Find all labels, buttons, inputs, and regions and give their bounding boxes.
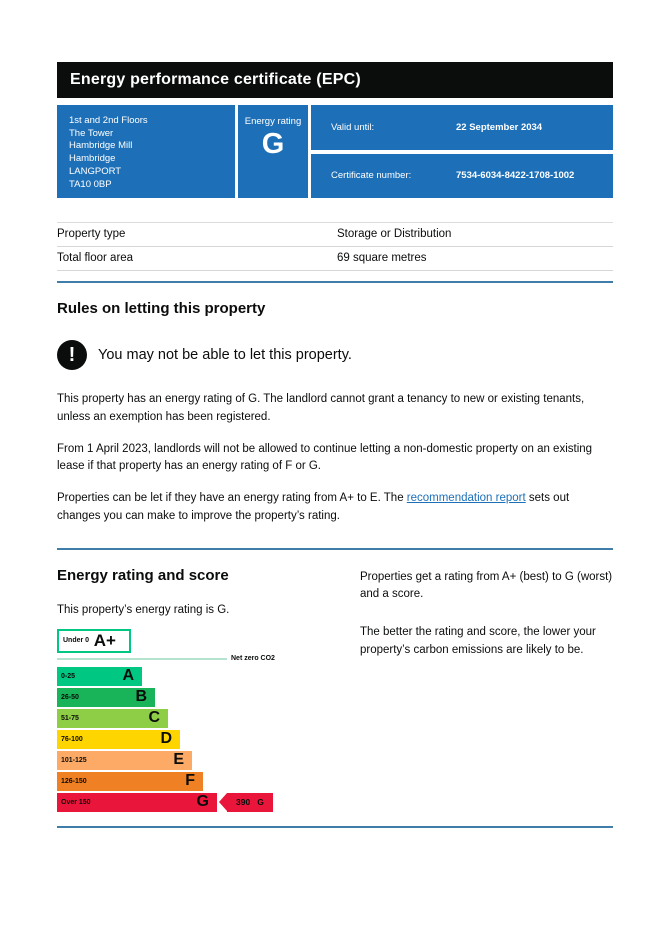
section-divider [57,826,613,828]
rules-paragraph-3 [57,490,613,526]
band-b [57,688,155,707]
rating-explainer-2: The better the rating and score, the lower your property’s carbon emissions are likely to be. [360,626,596,656]
section-divider [57,281,613,283]
rules-heading: Rules on letting this property [57,300,266,317]
current-score: 390 [236,797,251,808]
valid-until-value: 22 September 2034 [456,121,543,133]
current-rating-text: This property’s energy rating is G. [57,603,230,616]
certificate-number-label: Certificate number: [331,170,412,182]
band-letter: C [148,709,160,727]
title-banner [57,62,613,98]
row-label: Total floor area [57,252,134,264]
energy-rating-right-column [360,567,613,812]
certificate-header [57,105,613,198]
section-divider [57,548,613,550]
address-line: The Tower [69,127,114,139]
table-row [57,223,613,247]
paragraph-text: sets out changes you can make to improve the property’s rating. [57,492,570,523]
letting-warning [57,340,613,370]
band-range-label: Under 0 [63,637,90,645]
address-line: TA10 0BP [69,178,112,190]
band-range-label: 76-100 [61,735,83,743]
band-letter: B [135,688,147,706]
valid-until-label: Valid until: [331,121,375,133]
band-range-label: 101-125 [61,756,87,764]
band-d [57,730,180,749]
band-a [57,667,142,686]
band-a-plus [57,629,131,653]
band-range-label: Over 150 [61,798,91,806]
band-e [57,751,192,770]
address-line: LANGPORT [69,165,122,177]
band-range-label: 26-50 [61,693,79,701]
band-range-label: 126-150 [61,777,87,785]
property-address [57,105,235,198]
band-letter: A [122,667,134,685]
certificate-number-box [311,154,613,199]
net-zero-line [57,658,227,660]
band-letter: A+ [93,630,116,650]
energy-rating-chart [57,629,360,812]
page-title: Energy performance certificate (EPC) [70,71,361,88]
address-line: Hambridge Mill [69,140,133,152]
band-range-label: 51-75 [61,714,79,722]
certificate-meta [311,105,613,198]
energy-rating-left-column [57,567,360,812]
net-zero-marker [57,656,360,662]
energy-rating-section [57,567,613,812]
warning-icon: ! [57,340,87,370]
table-row [57,247,613,271]
recommendation-report-link[interactable]: recommendation report [406,492,526,505]
certificate-number-value: 7534-6034-8422-1708-1002 [456,170,575,182]
band-g-row [57,793,360,812]
band-c [57,709,168,728]
energy-rating-box [238,105,308,198]
band-f [57,772,203,791]
paragraph-text: Properties can be let if they have an energy rating from A+ to E. The [57,492,407,505]
row-value: 69 square metres [337,252,427,264]
address-line: Hambridge [69,153,116,165]
row-value: Storage or Distribution [337,228,452,240]
band-g [57,793,217,812]
rules-paragraph-1: This property has an energy rating of G. The landlord cannot grant a tenancy to new or existing tenants, unless an exemption has been registered. [57,393,585,423]
warning-text: You may not be able to let this property. [98,347,352,363]
band-letter: D [160,730,172,748]
current-rating: G [257,797,264,808]
current-score-marker [227,793,273,812]
address-line: 1st and 2nd Floors [69,115,148,126]
valid-until-box [311,105,613,150]
band-letter: G [196,793,209,811]
energy-rating-label: Energy rating [244,116,302,127]
rules-paragraph-2: From 1 April 2023, landlords will not be allowed to continue letting a non-domestic property on an existing lease if that property has an energy rating of F or G. [57,442,593,473]
band-letter: E [173,751,184,769]
energy-rating-value: G [261,128,285,160]
energy-rating-heading: Energy rating and score [57,566,229,584]
property-summary-table [57,222,613,271]
row-label: Property type [57,228,126,240]
rating-explainer-1: Properties get a rating from A+ (best) to G (worst) and a score. [360,570,613,601]
band-range-label: 0-25 [61,672,76,680]
net-zero-label: Net zero CO2 [231,655,275,663]
band-letter: F [185,772,195,790]
